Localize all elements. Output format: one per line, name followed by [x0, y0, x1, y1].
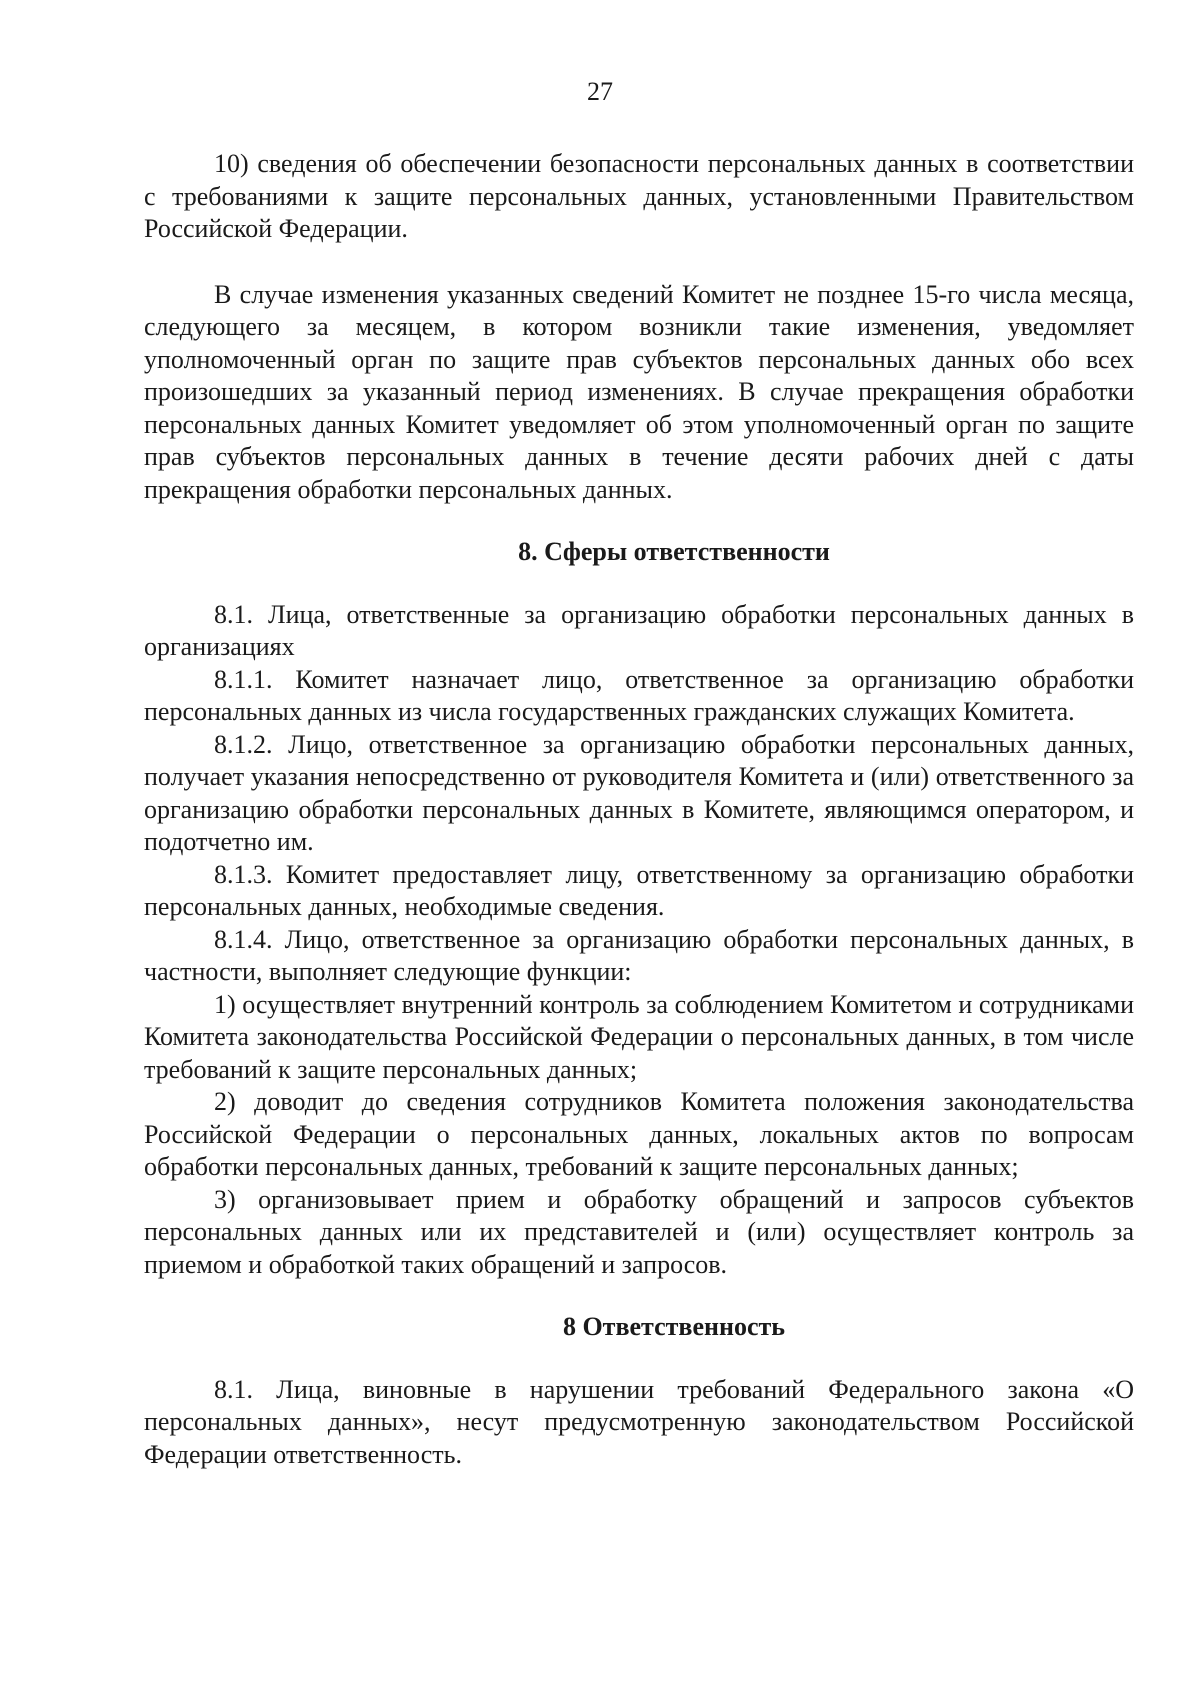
paragraph-8-1-3: 8.1.3. Комитет предоставляет лицу, ответственному за организацию обработки персональных данных, необходимые сведения.	[144, 859, 1134, 921]
function-item-3: 3) организовывает прием и обработку обращений и запросов субъектов персональных данных или их представителей и (или) осуществляет контроль за приемом и обработкой таких обращений и запросов.	[144, 1184, 1134, 1279]
paragraph-8-1-2: 8.1.2. Лицо, ответственное за организацию обработки персональных данных, получает указания непосредственно от руководителя Комитета и (или) ответственного за организацию обработки персональных данных в Комитете, являющимся оператором, и подотчетно им.	[144, 729, 1134, 856]
function-item-2: 2) доводит до сведения сотрудников Комитета положения законодательства Российской Федерации о персональных данных, локальных актов по вопросам обработки персональных данных, требований к защите персональных данных;	[144, 1087, 1134, 1181]
paragraph-change-notification: В случае изменения указанных сведений Комитет не позднее 15-го числа месяца, следующего за месяцем, в котором возникли такие изменения, уведомляет уполномоченный орган по защите прав субъектов персональных данных обо всех произошедших за указанный период изменениях. В случае прекращения обработки персональных данных Комитет уведомляет об этом уполномоченный орган по защите прав субъектов персональных данных в течение десяти рабочих дней с даты прекращения обработки персональных данных.	[144, 279, 1134, 504]
section-heading-responsibility: 8 Ответственность	[562, 1312, 786, 1341]
page-number: 27	[587, 77, 613, 106]
paragraph-item-10: 10) сведения об обеспечении безопасности персональных данных в соответствии с требованиями к защите персональных данных, установленными Правительством Российской Федерации.	[144, 149, 1134, 243]
paragraph-8-1-liability: 8.1. Лица, виновные в нарушении требований Федерального закона «О персональных данных», несут предусмотренную законодательством Российской Федерации ответственность.	[144, 1374, 1134, 1469]
section-heading-spheres: 8. Сферы ответственности	[518, 537, 830, 566]
paragraph-8-1: 8.1. Лица, ответственные за организацию обработки персональных данных в организациях	[144, 599, 1134, 661]
function-item-1: 1) осуществляет внутренний контроль за соблюдением Комитетом и сотрудниками Комитета законодательства Российской Федерации о персональных данных, в том числе требований к защите персональных данных;	[144, 989, 1134, 1084]
paragraph-8-1-1: 8.1.1. Комитет назначает лицо, ответственное за организацию обработки персональных данных из числа государственных гражданских служащих Комитета.	[144, 664, 1134, 726]
paragraph-8-1-4: 8.1.4. Лицо, ответственное за организацию обработки персональных данных, в частности, выполняет следующие функции:	[144, 924, 1134, 986]
document-body	[144, 148, 1134, 1471]
